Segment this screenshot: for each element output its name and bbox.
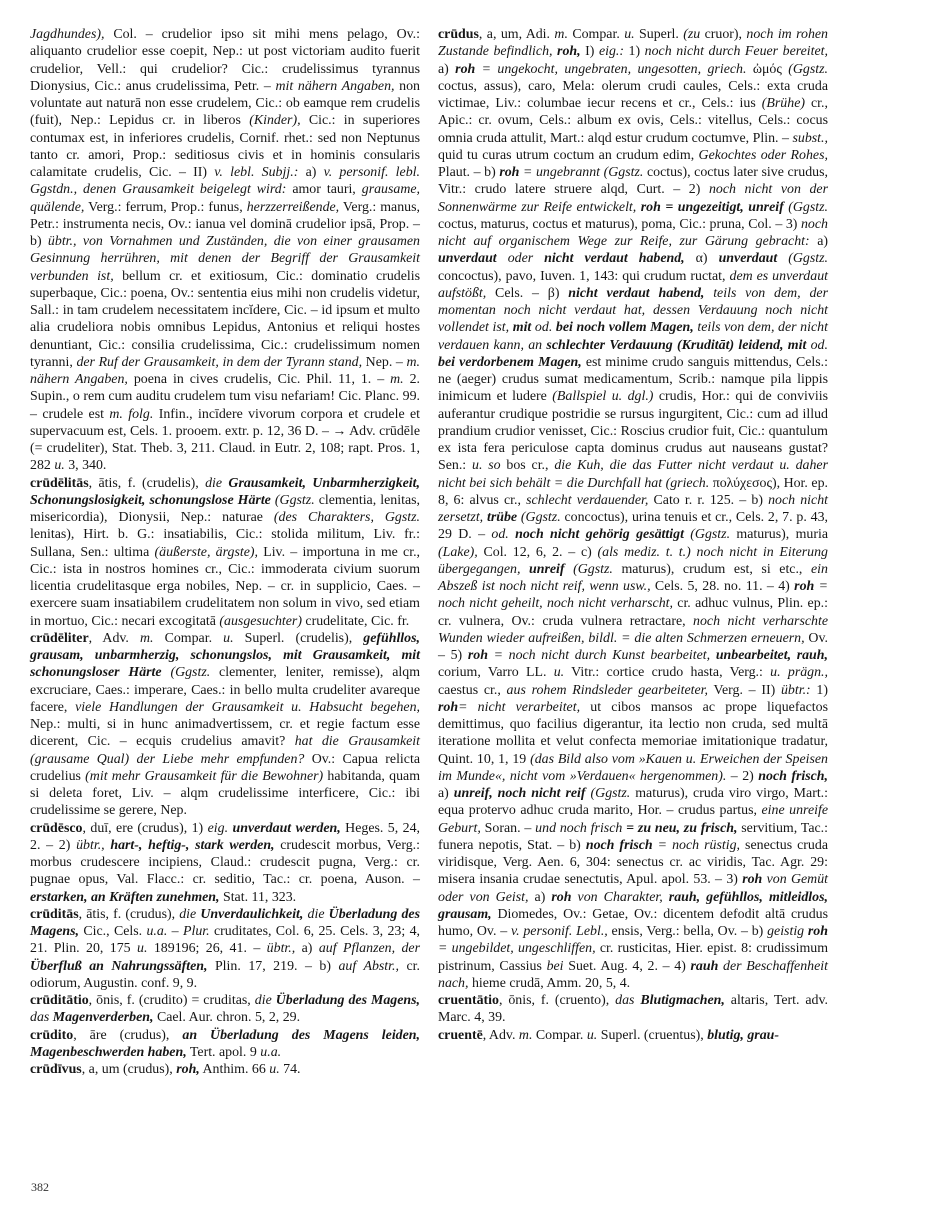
entry-crudelis-cont: Jagdhundes), Col. – crudelior ipso sit mihi mens pelago, Ov.: aliquanto crudelior esse coepit, Nep.: ut post victoriam audito fuerit crudelior, Vell.: qui crudelior? Cic.: crudelissimus tyrannus Dionysius, Cic.: anus crudelissima, Petr. – mit nähern Angaben, non voluntate aut naturā non esse crudelem, Cic.: ob eamque rem crudelis (fuit), Nep.: Lepidus cr. in liberos (Kinder), Cic.: in superiores contumax est, in inferiores crudelis, Cornif. rhet.: sed non Neptunus tanto cr. amori, Prop.: seditiosus civis et in hominis consularis calamitate crudelis, Cic. – II) v. lebl. Subjj.: a) v. personif. lebl. Ggstdn., denen Grausamkeit beigelegt wird: amor tauri, grausame, quälende, Verg.: ferrum, Prop.: funus, herzzerreißende, Verg.: manus, Petr.: instrumenta necis, Ov.: ianua vel dominā crudelior ipsā, Prop. – b) übtr., von Vornahmen und Zuständen, die von einer grausamen Gesinnung herrühren, mit denen der Begriff der Grausamkeit verbunden ist, bellum cr. et exitiosum, Cic.: dominatio crudelis superbaque, Cic.: poena, Ov.: sententia eius mihi non crudelis videtur, Sall.: in tam crudelem necessitatem incĭdere, Cic. – id ipsum et multo alia crudeliora nobis omnibus Lepidus, Antonius et reliqui hostes denuntiant, Cic.: consilia crudelissima, Cic.: crudelissimum nomen tyranni, der Ruf der Grausamkeit, in dem der Tyrann stand, Nep. – m. nähern Angaben, poena in cives crudelis, Cic. Phil. 11, 1. – m. 2. Supin., o rem cum auditu crudelem tum visu nefariam! Cic. Planc. 99. – crudele est m. folg. Infin., incīdere vivorum corpora et crudele et supervacuum est, Cels. 1. prooem. extr. p. 12, 36 D. – → Adv. crūdēle (= crudeliter), Stat. Theb. 3, 211. Claud. in Eutr. 2, 108; rapt. Pros. 1, 282 u. 3, 340. — [30, 27, 421, 474]
entry-crudeliter: crūdēliter, Adv. m. Compar. u. Superl. (crudelis), gefühllos, grausam, unbarmherzig, schonungslos, mit Grausamkeit, mit schonungsloser Härte (Ggstz. clementer, leniter, remisse), alqm excruciare, Caes.: imperare, Caes.: in bello multa crudeliter avareque facere, viele Handlungen der Grausamkeit u. Habsucht begehen, Nep.: multi, si in hunc animadvertissem, cr. et regie factum esse dicerent, Cic. – ecquis crudelius amavit? hat die Grausamkeit (grausame Qual) der Liebe mehr empfunden? Ov.: Capua relicta crudelius (mit mehr Grausamkeit für die Bewohner) habitanda, quam si deleta foret, Liv. – alqm crudelissime interficere, Cic.: ibi crudelissime se gerere, Nep. — [30, 630, 420, 819]
entry-crudelitas: crūdēlitās, ātis, f. (crudelis), die Grausamkeit, Unbarmherzigkeit, Schonungslosigkeit, schonungslose Härte (Ggstz. clementia, lenitas, misericordia), Dionysii, Nep.: naturae (des Charakters, Ggstz. lenitas), Hirt. b. G.: insatiabilis, Cic.: stolida militum, Liv. fr.: Sullana, Sen.: ultima (äußerste, ärgste), Liv. – importuna in me cr., Cic.: ista in nostros homines cr., Cic.: immoderata civium suorum licentia crudelitasque erga nobiles, Nep. – cr. in supplicio, Caes. – exercere suam insatiabilem crudelitatem non solum in vivo, sed etiam in mortuo, Cic.: necari excogitatā (ausgesuchter) crudelitate, Cic. fr. — [30, 475, 421, 629]
entry-cruditatio: crūditātio, ōnis, f. (crudito) = cruditas, die Überladung des Magens, das Magenverderben, Cael. Aur. chron. 5, 2, 29. — [30, 993, 420, 1026]
entry-cruditas: crūditās, ātis, f. (crudus), die Unverdaulichkeit, die Überladung des Magens, Cic., Cels. u.a. – Plur. cruditates, Col. 6, 25. Cels. 3, 23; 4, 21. Plin. 20, 175 u. 189196; 26, 41. – übtr., a) auf Pflanzen, der Überfluß an Nahrungssäften, Plin. 17, 219. – b) auf Abstr., cr. odiorum, Augustin. conf. 9, 9. — [30, 906, 420, 991]
entry-cruente: cruentē, Adv. m. Compar. u. Superl. (cruentus), blutig, grau- — [438, 1027, 779, 1043]
entry-crudus: crūdus, a, um, Adi. m. Compar. u. Superl. (zu cruor), noch im rohen Zustande befindlich, roh, I) eig.: 1) noch nicht durch Feuer bereitet, a) roh = ungekocht, ungebraten, ungesotten, griech. ὠμός (Ggstz. coctus, assus), caro, Mela: olerum crudi caules, Cels.: exta cruda victimae, Liv.: columbae iecur recens et cr., Cels.: ius (Brühe) cr., Apic.: cr. ovum, Cels.: album ex ovis, Cels.: vitellus, Cels.: cocus omnia cruda attulit, Mart.: alqd estur crudum coctumve, Plin. – subst., quid tu curas utrum coctum an crudum edim, Gekochtes oder Rohes, Plaut. – b) roh = ungebrannt (Ggstz. coctus), coctus later sive crudus, Vitr.: crudo latere struere alqd, Curt. – 2) noch nicht von der Sonnenwärme zur Reife entwickelt, roh = ungezeitigt, unreif (Ggstz. coctus, maturus, coctus et maturus), poma, Cic.: pruna, Col. – 3) noch nicht auf organischem Wege zur Reife, zur Gärung gebracht: a) unverdaut oder nicht verdaut habend, α) unverdaut (Ggstz. concoctus), pavo, Iuven. 1, 143: qui crudum ructat, dem es unverdaut aufstößt, Cels. – β) nicht verdaut habend, teils von dem, der momentan noch nicht verdaut hat, dessen Verdauung noch nicht vollendet ist, mit od. bei noch vollem Magen, teils von dem, der nicht verdauen kann, an schlechter Verdauung (Kruditāt) leidend, mit od. bei verdorbenem Magen, est minime crudo sanguis mittendus, Cels.: ne (aeger) crudus sumat medicamentum, Scrib.: namque pila lippis inimicum et ludere (Ballspiel u. dgl.) crudis, Hor.: qui de conviviis auferantur crudique postridie se rursus ingurgitent, Cic.: cum ad illud prandium crudior venisset, Cic.: Roscius crudior fuit, Cic.: quantulum ex ista fera periculose capta dominus crudus aut nauseans gustat? Sen.: u. so bos cr., die Kuh, die das Futter nicht verdaut u. daher nicht bei sich behält = die Durchfall hat (griech. πολύχεσος), Hor. ep. 8, 6: alvus cr., schlecht verdauender, Cato r. r. 125. – b) noch nicht zersetzt, trübe (Ggstz. concoctus), urina tenuis et cr., Cels. 2, 7. p. 43, 29 D. – od. noch nicht gehörig gesättigt (Ggstz. maturus), muria (Lake), Col. 12, 6, 2. – c) (als mediz. t. t.) noch nicht in Eiterung übergegangen, unreif (Ggstz. maturus), crudum est, si etc., ein Abszeß ist noch nicht reif, wenn usw., Cels. 5, 28. no. 11. – 4) roh = noch nicht geheilt, noch nicht verharscht, cr. adhuc vulnus, Plin. ep.: cr. vulnera, Ov.: cruda vulnera retractare, noch nicht verharschte Wunden wieder aufreißen, bildl. = die alten Schmerzen erneuern, Ov. – 5) roh = noch nicht durch Kunst bearbeitet, unbearbeitet, rauh, corium, Varro LL. u. Vitr.: cortice crudo hasta, Verg.: u. prägn., caestus cr., aus rohem Rindsleder gearbeiteter, Verg. – II) übtr.: 1) roh= nicht verarbeitet, ut cibos mansos ac prope liquefactos demittimus, quo facilius digerantur, ita lectio non cruda, sed multā iteratione mollita et velut confecta memoriae imitationique tradatur, Quint. 10, 1, 19 (das Bild also vom »Kauen u. Erweichen der Speisen im Munde«, nicht vom »Verdauen« hergenommen). – 2) noch frisch, a) unreif, noch nicht reif (Ggstz. maturus), cruda viro virgo, Mart.: equa protervo adhuc cruda marito, Hor. – crudus partus, eine unreife Geburt, Soran. – und noch frisch = zu neu, zu frisch, servitium, Tac.: funera nepotis, Stat. – b) noch frisch = noch rüstig, senectus cruda viridisque, Verg. Aen. 6, 304: senectus cr. ac viridis, Tac. Agr. 29: misera insania crudae senectutis, Apul. apol. 53. – 3) roh von Gemüt oder von Geist, a) roh von Charakter, rauh, gefühllos, mitleidlos, grausam, Diomedes, Ov.: Getae, Ov.: dicentem defodit altā crudus humo, Ov. – v. personif. Lebl., ensis, Verg.: bella, Ov. – b) geistig roh = ungebildet, ungeschliffen, cr. rusticitas, Hier. epist. 8: crudissimum pistrinum, Cassius bei Suet. Aug. 4, 2. – 4) rauh der Beschaffenheit nach, hieme crudā, Amm. 20, 5, 4. — [438, 27, 829, 991]
entry-crudito: crūdito, āre (crudus), an Überladung des Magens leiden, Magenbeschwerden haben, Tert. apol. 9 u.a. — [30, 1027, 420, 1060]
entry-cruentatio: cruentātio, ōnis, f. (cruento), das Blutigmachen, altaris, Tert. adv. Marc. 4, 39. — [438, 993, 829, 1026]
entry-crudesco: crūdēsco, duī, ere (crudus), 1) eig. unverdaut werden, Heges. 5, 24, 2. – 2) übtr., hart-, heftig-, stark werden, crudescit morbus, Verg.: morbus crudescere incipiens, Claud.: crudescit pugna, Verg.: cr. pugnae opus, Val. Flacc.: cr. seditio, Tac.: cr. poena, Auson. – erstarken, an Kräften zunehmen, Stat. 11, 323. — [30, 820, 421, 905]
left-column — [30, 26, 420, 1078]
page-number: 382 — [31, 1180, 49, 1194]
entry-crudivus: crūdīvus, a, um (crudus), roh, Anthim. 66 u. 74. — [30, 1062, 301, 1077]
right-column — [438, 26, 828, 1044]
